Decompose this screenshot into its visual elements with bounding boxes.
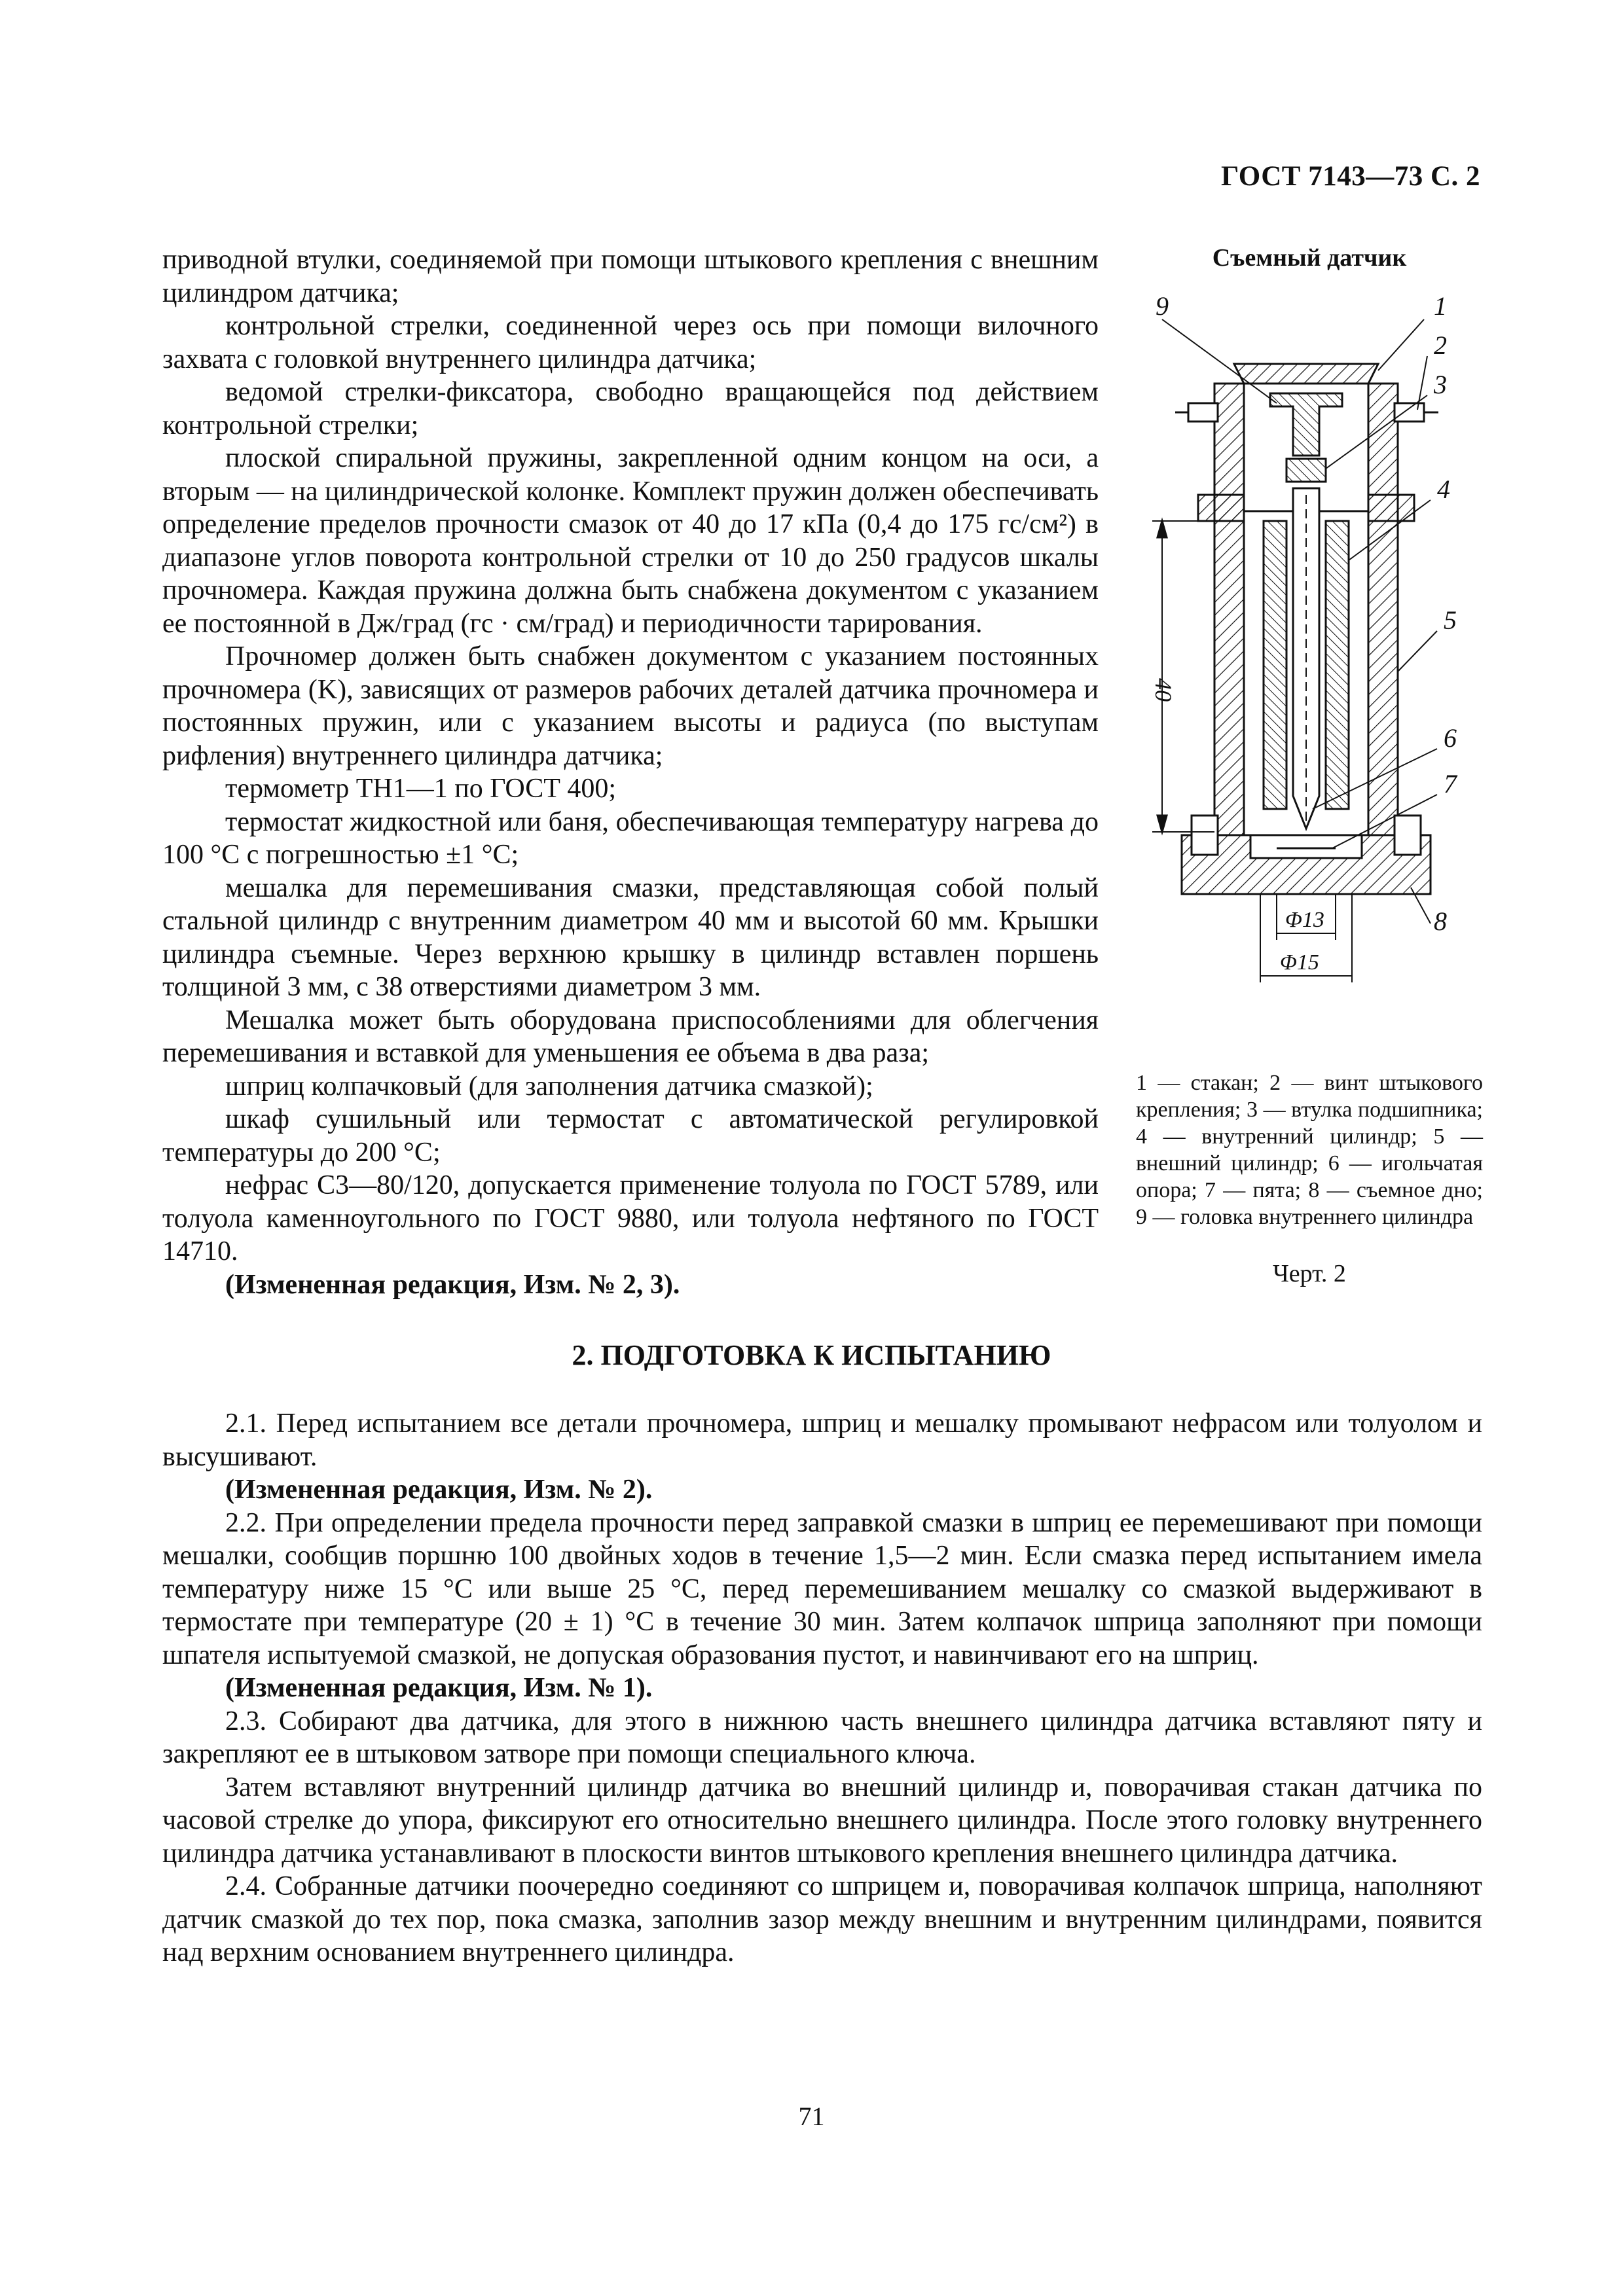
sensor-drawing [1136,279,1483,1058]
paragraph: мешалка для перемешивания смазки, представляющая собой полый стальной цилиндр с внутренним диаметром 40 мм и высотой 60 мм. Крышки цилиндра съемные. Через верхнюю крышку в цилиндр вставлен поршень толщиной 3 мм, с 38 отверстиями диаметром 3 мм. [162,872,1099,1002]
dim-d15: Φ15 [1280,950,1319,975]
callout-3: 3 [1434,370,1447,399]
revision-note: (Измененная редакция, Изм. № 2, 3). [225,1269,680,1300]
callout-6: 6 [1444,723,1457,753]
callout-2: 2 [1434,331,1447,360]
paragraph: шприц колпачковый (для заполнения датчика смазкой); [225,1071,873,1102]
figure-number: Черт. 2 [1273,1260,1346,1287]
paragraph: ведомой стрелки-фиксатора, свободно вращающейся под действием контрольной стрелки; [162,377,1099,440]
paragraph: Прочномер должен быть снабжен документом с указанием постоянных прочномера (K), зависящих от размеров рабочих деталей датчика прочномера и постоянных пружин, или с указанием высоты и радиуса (по выступам рифления) внутреннего цилиндра датчика; [162,641,1099,771]
revision-note: (Измененная редакция, Изм. № 1). [225,1673,653,1703]
callout-7: 7 [1444,769,1457,798]
callout-1: 1 [1434,291,1447,321]
paragraph: 2.4. Собранные датчики поочередно соединяют со шприцем и, поворачивая колпачок шприца, наполняют датчик смазкой до тех пор, пока смазка, заполнив зазор между внешним и внутренним цилиндрами, появится над верхним основанием внутреннего цилиндра. [162,1871,1482,1967]
paragraph: термометр ТН1—1 по ГОСТ 400; [225,774,617,804]
section-title: 2. ПОДГОТОВКА К ИСПЫТАНИЮ [572,1339,1051,1371]
paragraph: Мешалка может быть оборудована приспособлениями для облегчения перемешивания и вставкой для уменьшения ее объема в два раза; [162,1005,1099,1068]
dim-height: 40 [1150,678,1176,702]
callout-9: 9 [1156,291,1169,321]
paragraph: приводной втулки, соединяемой при помощи штыкового крепления с внешним цилиндром датчика; [162,245,1099,308]
paragraph: шкаф сушильный или термостат с автоматической регулировкой температуры до 200 °С; [162,1104,1099,1168]
paragraph: 2.2. При определении предела прочности перед заправкой смазки в шприц ее перемешивают при помощи мешалки, сообщив поршню 100 двойных ходов в течение 1,5—2 мин. Если смазка перед испытанием имела температуру ниже 15 °С или выше 25 °С, перед перемешиванием мешалку со смазкой выдерживают в термостате при температуре (20 ± 1) °С в течение 30 мин. Затем колпачок шприца заполняют при помощи шпателя испытуемой смазкой, не допуская образования пустот, и навинчивают его на шприц. [162,1507,1482,1670]
revision-note: (Измененная редакция, Изм. № 2). [225,1475,653,1505]
paragraph: нефрас С3—80/120, допускается применение толуола по ГОСТ 5789, или толуола каменноугольного по ГОСТ 9880, или толуола нефтяного по ГОСТ 14710. [162,1170,1099,1266]
callout-4: 4 [1437,475,1450,504]
section-body [162,1407,1482,1969]
left-text-column [162,243,1099,1301]
paragraph: термостат жидкостной или баня, обеспечивающая температуру нагрева до 100 °С с погрешностью ±1 °С; [162,806,1099,870]
paragraph: Затем вставляют внутренний цилиндр датчика во внешний цилиндр и, поворачивая стакан датчика по часовой стрелке до упора, фиксируют его относительно внешнего цилиндра. После этого головку внутреннего цилиндра датчика устанавливают в плоскости винтов штыкового крепления внешнего цилиндра датчика. [162,1772,1482,1869]
page-header: ГОСТ 7143—73 С. 2 [1220,161,1480,192]
paragraph: плоской спиральной пружины, закрепленной одним концом на оси, а вторым — на цилиндрической колонке. Комплект пружин должен обеспечивать определение пределов прочности смазок от 40 до 17 кПа (0,4 до 175 гс/см²) в диапазоне углов поворота контрольной стрелки от 10 до 250 градусов шкалы прочномера. Каждая пружина должна быть снабжена документом с указанием ее постоянной в Дж/град (гс · см/град) и периодичности тарирования. [162,443,1099,639]
callout-5: 5 [1444,605,1457,635]
figure-panel [1136,243,1483,1288]
figure-caption: 1 — стакан; 2 — винт штыкового крепления; 3 — втулка подшипника; 4 — внутренний цилиндр; 5 — внешний цилиндр; 6 — игольчатая опора; 7 — пята; 8 — съемное дно; 9 — головка внутреннего цилиндра [1136,1071,1483,1229]
callout-8: 8 [1434,906,1447,936]
dim-d13: Φ13 [1285,908,1324,932]
paragraph: 2.1. Перед испытанием все детали прочномера, шприц и мешалку промывают нефрасом или толуолом и высушивают. [162,1408,1482,1472]
paragraph: контрольной стрелки, соединенной через ось при помощи вилочного захвата с головкой внутреннего цилиндра датчика; [162,311,1099,374]
figure-title: Съемный датчик [1212,244,1407,272]
page-number: 71 [798,2102,825,2131]
paragraph: 2.3. Собирают два датчика, для этого в нижнюю часть внешнего цилиндра датчика вставляют пяту и закрепляют ее в штыковом затворе при помощи специального ключа. [162,1706,1482,1769]
